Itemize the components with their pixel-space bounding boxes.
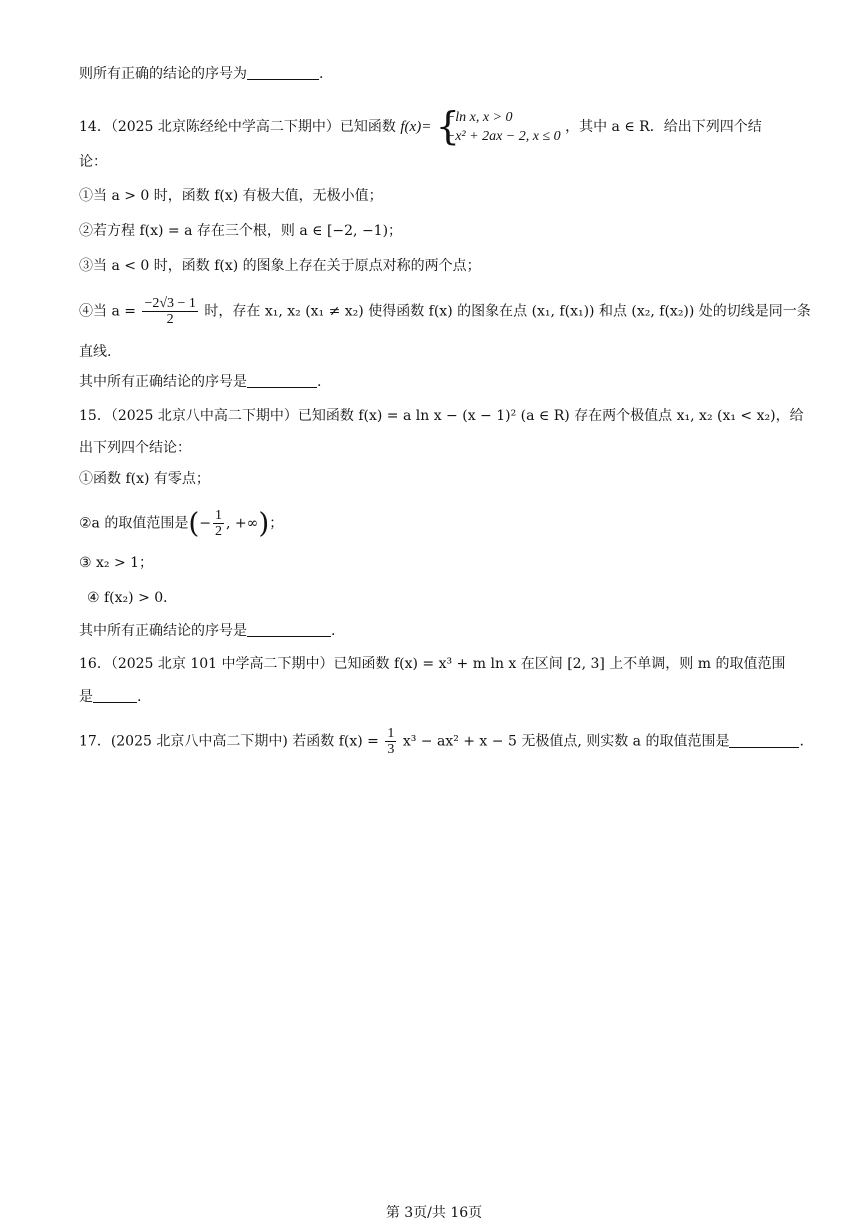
fraction (385, 726, 396, 757)
q14-header (79, 104, 762, 148)
q15-header-2: 出下列四个结论： (79, 440, 191, 456)
ask-text: 其中所有正确结论的序号是 (79, 374, 247, 390)
question-stem: 已知函数 (339, 119, 396, 135)
question-source: （2025 北京陈经纶中学高二下期中） (110, 119, 340, 135)
semicolon: ； (269, 515, 284, 532)
q17-body: x³ − ax² + x − 5 无极值点, 则实数 a 的取值范围是 (402, 733, 730, 750)
q14-conclusion-2: ②若方程 f(x) = a 存在三个根，则 a ∈ [−2, −1)； (79, 223, 403, 239)
q15-conclusion-3: ③ x₂ > 1； (79, 555, 154, 571)
q15-header: 15．（2025 北京八中高二下期中）已知函数 f(x) = a ln x − (x − 1)² (a ∈ R) 存在两个极值点 x₁, x₂ (x₁ < x₂)，给 (79, 408, 804, 424)
paren-left: ( (188, 506, 200, 540)
fraction (213, 508, 224, 539)
prompt-text: 则所有正确的结论的序号为 (79, 66, 247, 82)
q16-line-1: 16．（2025 北京 101 中学高二下期中）已知函数 f(x) = x³ + m ln x 在区间 [2, 3] 上不单调，则 m 的取值范围 (79, 656, 786, 672)
piecewise-function (435, 104, 561, 148)
answer-blank[interactable] (729, 733, 799, 748)
q16-prefix: 是 (79, 689, 93, 705)
q14-ask: 其中所有正确结论的序号是 . (79, 374, 322, 390)
q14-tail2: 论： (79, 154, 107, 170)
answer-blank[interactable] (93, 688, 137, 703)
fraction-numerator: 1 (387, 726, 395, 741)
piece-case-2: −x² + 2ax − 2, x ≤ 0 (445, 129, 561, 144)
function-name: f(x)= (400, 119, 432, 135)
q17-prefix: 17．(2025 北京八中高二下期中) 若函数 f(x) = (79, 733, 379, 750)
line-conclusion-prompt: 则所有正确的结论的序号为 . (79, 66, 324, 82)
question-tail: ，其中 a ∈ R．给出下列四个结 (565, 119, 762, 135)
piece-case-1: −ln x, x > 0 (445, 110, 513, 125)
question-number: 14． (79, 119, 111, 135)
brace-icon: { (435, 104, 460, 148)
paren-right: ) (258, 506, 270, 540)
q15-ask: 其中所有正确结论的序号是 . (79, 623, 336, 639)
q17-line: 17．(2025 北京八中高二下期中) 若函数 f(x) = $\frac{1}{3}$ x³ − ax² + x − 5 无极值点, 则实数 a 的取值范围是 . (79, 726, 804, 757)
ask-text: 其中所有正确结论的序号是 (79, 623, 247, 639)
conclusion-2-prefix: ②a 的取值范围是 (79, 515, 189, 532)
conclusion-4-prefix: ④当 a = (79, 303, 136, 320)
q14-conclusion-1: ①当 a > 0 时，函数 f(x) 有极大值，无极小值； (79, 188, 383, 204)
fraction-denominator: 3 (387, 742, 395, 757)
q16-line-2: 是 . (79, 689, 142, 705)
fraction-denominator: 2 (215, 524, 223, 539)
answer-blank[interactable] (247, 622, 331, 637)
fraction (142, 296, 197, 327)
q15-conclusion-4: ④ f(x₂) > 0． (87, 590, 178, 606)
conclusion-4-body: 时，存在 x₁, x₂ (x₁ ≠ x₂) 使得函数 f(x) 的图象在点 (x₁, f(x₁)) 和点 (x₂, f(x₂)) 处的切线是同一条 (204, 303, 811, 320)
fraction-numerator: −2√3 − 1 (144, 296, 196, 311)
fraction-numerator: 1 (215, 508, 223, 523)
interval-end: , +∞ (226, 515, 259, 532)
answer-blank[interactable] (247, 65, 319, 80)
q15-conclusion-1: ①函数 f(x) 有零点； (79, 471, 210, 487)
minus-sign: − (199, 515, 212, 532)
q15-conclusion-2 (79, 508, 283, 539)
answer-blank[interactable] (247, 373, 317, 388)
page-footer: 第 3页/共 16页 (385, 1205, 483, 1221)
fraction-denominator: 2 (166, 312, 174, 327)
q14-conclusion-4 (79, 296, 811, 327)
q14-conclusion-4-tail: 直线. (79, 344, 112, 360)
q14-conclusion-3: ③当 a < 0 时，函数 f(x) 的图象上存在关于原点对称的两个点； (79, 258, 481, 274)
